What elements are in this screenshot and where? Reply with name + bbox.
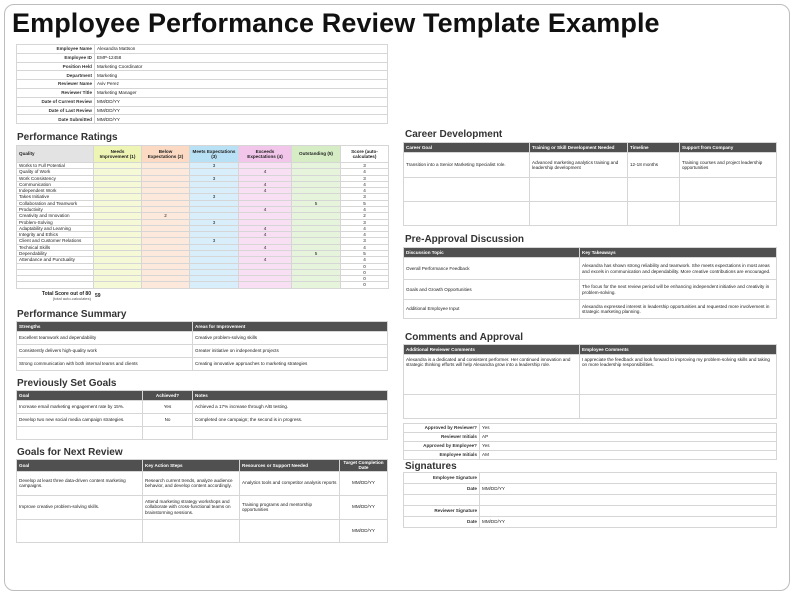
rating-exceeds-expectations[interactable]: 4 — [239, 257, 292, 263]
total-score-value: 59 — [95, 292, 101, 299]
improvement-cell[interactable]: Creative problem-solving skills — [193, 332, 388, 345]
info-value[interactable]: Marketing Manager — [95, 88, 388, 97]
rating-meets-expectations[interactable]: 3 — [190, 238, 239, 244]
approval-table — [403, 423, 777, 460]
reviewer-comments[interactable]: Alexandra is a dedicated and consistent performer. Her continued innovation and strategic thinking efforts will help Alexandra grow into a leadership role. — [404, 355, 580, 395]
prev-goal-cell[interactable]: Develop two new social media campaign strategies. — [17, 414, 143, 427]
ratings-col-score: Score (auto-calculates) — [341, 146, 389, 163]
signature-value[interactable]: MM/DD/YY — [480, 517, 777, 528]
signatures-table — [403, 472, 777, 528]
next-goals-table — [16, 459, 388, 543]
rating-quality[interactable]: Quality of Work — [17, 169, 94, 175]
improvement-cell[interactable]: Greater initiative on independent projects — [193, 345, 388, 358]
rating-quality[interactable]: Client and Customer Relations — [17, 238, 94, 244]
prev-goals-col-achieved: Achieved? — [143, 391, 193, 401]
rating-score: 3 — [341, 163, 389, 169]
preapproval-row — [404, 300, 777, 319]
rating-score: 3 — [341, 175, 389, 181]
next-goal-actions[interactable] — [143, 519, 240, 542]
career-timeline-cell[interactable] — [628, 178, 680, 202]
career-support-cell[interactable]: Training courses and project leadership opportunities — [680, 153, 777, 178]
rating-quality[interactable]: Integrity and Ethics — [17, 232, 94, 238]
info-label: Reviewer Name — [17, 80, 95, 89]
summary-col-areas: Areas for Improvement — [193, 322, 388, 332]
prev-goals-table — [16, 390, 388, 440]
rating-quality[interactable]: Work Consistency — [17, 175, 94, 181]
ratings-col-quality: Quality — [17, 146, 94, 163]
ratings-heading: Performance Ratings — [17, 132, 118, 143]
next-goal-row — [17, 495, 388, 519]
preapproval-table — [403, 247, 777, 319]
rating-below-expectations[interactable] — [142, 282, 190, 288]
rating-score: 4 — [341, 181, 389, 187]
info-label: Reviewer Title — [17, 88, 95, 97]
strength-cell[interactable]: Consistently delivers high-quality work — [17, 345, 193, 358]
rating-outstanding[interactable]: 5 — [292, 200, 341, 206]
comments-col-employee: Employee Comments — [580, 345, 777, 355]
comments-empty-cell[interactable] — [404, 395, 580, 419]
employee-info — [16, 44, 388, 124]
signature-label: Employee Signature — [404, 473, 480, 484]
info-value[interactable]: MM/DD/YY — [95, 97, 388, 106]
improvement-cell[interactable]: Creating innovative approaches to marketing strategies — [193, 358, 388, 371]
rating-quality[interactable]: Creativity and Innovation — [17, 213, 94, 219]
rating-score: 4 — [341, 225, 389, 231]
career-goal-cell[interactable] — [404, 178, 530, 202]
info-value[interactable]: Alexandra Mattson — [95, 45, 388, 54]
rating-needs-improvement[interactable] — [94, 282, 142, 288]
rating-outstanding[interactable] — [292, 282, 341, 288]
info-label: Position Held — [17, 62, 95, 71]
rating-score: 4 — [341, 169, 389, 175]
discussion-topic-cell: Overall Performance Feedback — [404, 258, 580, 280]
signature-label: Date — [404, 517, 480, 528]
career-col-training: Training or Skill Development Needed — [530, 143, 628, 153]
prev-goal-cell[interactable]: Increase email marketing engagement rate by 15%. — [17, 401, 143, 414]
approval-row — [404, 451, 777, 460]
rating-exceeds-expectations[interactable] — [239, 282, 292, 288]
discussion-topic-cell: Goals and Growth Opportunities — [404, 280, 580, 300]
signature-label: Date — [404, 484, 480, 495]
signature-row — [404, 495, 777, 506]
rating-quality[interactable]: Dependability — [17, 250, 94, 256]
rating-quality[interactable] — [17, 282, 94, 288]
preapproval-row — [404, 280, 777, 300]
info-label: Date of Current Review — [17, 97, 95, 106]
signature-label — [404, 495, 480, 506]
career-table — [403, 142, 777, 226]
next-goal-row — [17, 471, 388, 495]
discussion-topic-cell: Additional Employee Input — [404, 300, 580, 319]
prev-goal-row — [17, 427, 388, 440]
preapproval-row — [404, 258, 777, 280]
info-row — [17, 97, 388, 106]
rating-exceeds-expectations[interactable]: 4 — [239, 181, 292, 187]
info-label: Date Submitted — [17, 115, 95, 124]
info-row — [17, 106, 388, 115]
next-goal-resources[interactable] — [240, 519, 340, 542]
next-goal-actions[interactable]: Research current trends, analyze audience behavior, and develop content accordingly. — [143, 471, 240, 495]
ratings-col-needs-improvement: Needs Improvement (1) — [94, 146, 142, 163]
approval-value[interactable]: Yes — [480, 424, 777, 433]
signature-row — [404, 517, 777, 528]
next-goals-col-goal: Goal — [17, 460, 143, 472]
approval-row — [404, 442, 777, 451]
rating-below-expectations[interactable]: 2 — [142, 213, 190, 219]
career-timeline-cell[interactable] — [628, 202, 680, 226]
rating-score: 4 — [341, 232, 389, 238]
signature-label: Reviewer Signature — [404, 506, 480, 517]
rating-quality[interactable]: Collaboration and Teamwork — [17, 200, 94, 206]
rating-score: 2 — [341, 213, 389, 219]
career-timeline-cell[interactable]: 12-18 months — [628, 153, 680, 178]
next-goal-target-date[interactable]: MM/DD/YY — [340, 471, 388, 495]
info-value[interactable]: Aviv Perez — [95, 80, 388, 89]
rating-exceeds-expectations[interactable]: 4 — [239, 225, 292, 231]
info-row — [17, 62, 388, 71]
comments-col-reviewer: Additional Reviewer Comments — [404, 345, 580, 355]
career-goal-cell[interactable]: Transition into a Senior Marketing Specialist role. — [404, 153, 530, 178]
next-goal-target-date[interactable]: MM/DD/YY — [340, 495, 388, 519]
rating-meets-expectations[interactable]: 3 — [190, 163, 239, 169]
prev-goal-notes[interactable]: Achieved a 17% increase through A/B testing. — [193, 401, 388, 414]
rating-quality[interactable]: Adaptability and Learning — [17, 225, 94, 231]
rating-meets-expectations[interactable]: 3 — [190, 175, 239, 181]
prev-goal-achieved[interactable]: No — [143, 414, 193, 427]
rating-meets-expectations[interactable]: 3 — [190, 194, 239, 200]
info-label: Employee ID — [17, 53, 95, 62]
career-training-cell[interactable]: Advanced marketing analytics training and leadership development — [530, 153, 628, 178]
prev-goal-row — [17, 401, 388, 414]
next-goal-resources[interactable]: Analytics tools and competitor analysis reports — [240, 471, 340, 495]
ratings-col-exceeds-expectations: Exceeds Expectations (4) — [239, 146, 292, 163]
info-row — [17, 115, 388, 124]
info-value[interactable]: MM/DD/YY — [95, 106, 388, 115]
next-goals-col-actions: Key Action Steps — [143, 460, 240, 472]
comments-table — [403, 344, 777, 419]
rating-exceeds-expectations[interactable]: 4 — [239, 188, 292, 194]
rating-quality[interactable]: Technical Skills — [17, 244, 94, 250]
career-heading: Career Development — [405, 129, 503, 140]
prev-goal-notes[interactable] — [193, 427, 388, 440]
preapproval-heading: Pre-Approval Discussion — [405, 234, 524, 245]
career-support-cell[interactable] — [680, 178, 777, 202]
page-title: Employee Performance Review Template Example — [12, 8, 660, 38]
info-row — [17, 71, 388, 80]
info-value[interactable]: MM/DD/YY — [95, 115, 388, 124]
career-training-cell[interactable] — [530, 178, 628, 202]
info-value[interactable]: EMP-12458 — [95, 53, 388, 62]
signatures-heading: Signatures — [405, 461, 457, 472]
next-goal-cell[interactable] — [17, 519, 143, 542]
career-col-timeline: Timeline — [628, 143, 680, 153]
rating-score: 0 — [341, 263, 389, 269]
rating-quality[interactable]: Productivity — [17, 206, 94, 212]
summary-col-strengths: Strengths — [17, 322, 193, 332]
rating-score: 3 — [341, 194, 389, 200]
prev-goal-notes[interactable]: Completed one campaign; the second is in progress. — [193, 414, 388, 427]
approval-value[interactable]: AM — [480, 451, 777, 460]
ratings-col-below-expectations: Below Expectations (2) — [142, 146, 190, 163]
career-training-cell[interactable] — [530, 202, 628, 226]
preapproval-col-topic: Discussion Topic — [404, 248, 580, 258]
next-goal-actions[interactable]: Attend marketing strategy workshops and collaborate with cross-functional teams on brainstorming sessions. — [143, 495, 240, 519]
rating-score: 4 — [341, 188, 389, 194]
rating-quality[interactable]: Works to Full Potential — [17, 163, 94, 169]
info-label: Date of Last Review — [17, 106, 95, 115]
prev-goal-achieved[interactable]: Yes — [143, 401, 193, 414]
next-goal-target-date[interactable]: MM/DD/YY — [340, 519, 388, 542]
rating-score: 0 — [341, 282, 389, 288]
rating-score: 3 — [341, 219, 389, 225]
rating-exceeds-expectations[interactable]: 4 — [239, 244, 292, 250]
employee-comments[interactable]: I appreciate the feedback and look forward to improving my problem-solving skills and taking on more leadership responsibilities. — [580, 355, 777, 395]
career-row — [404, 153, 777, 178]
rating-score: 3 — [341, 238, 389, 244]
info-row — [17, 45, 388, 54]
key-takeaway-cell[interactable]: Alexandra has shown strong reliability and teamwork. She meets expectations in most areas and excels in communication and dependability. More creative contributions are encouraged. — [580, 258, 777, 280]
rating-score: 0 — [341, 269, 389, 275]
rating-quality[interactable]: Problem-Solving — [17, 219, 94, 225]
signature-value[interactable] — [480, 473, 777, 484]
ratings-table — [16, 145, 388, 304]
career-col-support: Support from Company — [680, 143, 777, 153]
rating-quality[interactable]: Communication — [17, 181, 94, 187]
signature-row — [404, 506, 777, 517]
summary-row — [17, 332, 388, 345]
info-row — [17, 53, 388, 62]
comments-heading: Comments and Approval — [405, 332, 523, 343]
prev-goal-achieved[interactable] — [143, 427, 193, 440]
next-goal-cell[interactable]: Develop at least three data-driven content marketing campaigns. — [17, 471, 143, 495]
comments-empty-cell[interactable] — [580, 395, 777, 419]
key-takeaway-cell[interactable]: Alexandra expressed interest in leadership opportunities and requested more involvement in strategic marketing planning. — [580, 300, 777, 319]
ratings-row — [17, 282, 389, 288]
career-support-cell[interactable] — [680, 202, 777, 226]
info-row — [17, 80, 388, 89]
approval-row — [404, 424, 777, 433]
rating-score: 4 — [341, 206, 389, 212]
next-goals-col-resources: Resources or Support Needed — [240, 460, 340, 472]
info-row — [17, 88, 388, 97]
key-takeaway-cell[interactable]: The focus for the next review period will be enhancing independent initiative and creativity in problem-solving. — [580, 280, 777, 300]
total-score-label: Total Score out of 80 — [41, 290, 91, 297]
rating-outstanding[interactable]: 5 — [292, 250, 341, 256]
info-label: Department — [17, 71, 95, 80]
rating-exceeds-expectations[interactable]: 4 — [239, 169, 292, 175]
info-label: Employee Name — [17, 45, 95, 54]
rating-score: 5 — [341, 250, 389, 256]
approval-row — [404, 433, 777, 442]
rating-score: 4 — [341, 244, 389, 250]
ratings-col-outstanding: Outstanding (5) — [292, 146, 341, 163]
info-value[interactable]: Marketing — [95, 71, 388, 80]
rating-meets-expectations[interactable]: 3 — [190, 219, 239, 225]
signature-value[interactable] — [480, 506, 777, 517]
career-row — [404, 178, 777, 202]
rating-quality[interactable]: Independent Work — [17, 188, 94, 194]
rating-exceeds-expectations[interactable]: 4 — [239, 206, 292, 212]
signature-row — [404, 473, 777, 484]
signature-value[interactable]: MM/DD/YY — [480, 484, 777, 495]
prev-goal-cell[interactable] — [17, 427, 143, 440]
rating-score: 4 — [341, 257, 389, 263]
summary-row — [17, 345, 388, 358]
rating-score: 0 — [341, 276, 389, 282]
career-col-goal: Career Goal — [404, 143, 530, 153]
approval-label: Reviewer Initials — [404, 433, 480, 442]
summary-row — [17, 358, 388, 371]
approval-label: Approved by Employee? — [404, 442, 480, 451]
approval-value[interactable]: AP — [480, 433, 777, 442]
rating-score: 5 — [341, 200, 389, 206]
strength-cell[interactable]: Strong communication with both internal teams and clients — [17, 358, 193, 371]
rating-meets-expectations[interactable] — [190, 282, 239, 288]
signature-value[interactable] — [480, 495, 777, 506]
info-value[interactable]: Marketing Coordinator — [95, 62, 388, 71]
next-goals-col-target-date: Target Completion Date — [340, 460, 388, 472]
approval-label: Approved by Reviewer? — [404, 424, 480, 433]
prev-goal-row — [17, 414, 388, 427]
career-goal-cell[interactable] — [404, 202, 530, 226]
rating-quality[interactable]: Attendance and Punctuality — [17, 257, 94, 263]
total-score-sublabel: (total auto-calculates) — [52, 296, 91, 302]
signature-row — [404, 484, 777, 495]
ratings-col-meets-expectations: Meets Expectations (3) — [190, 146, 239, 163]
approval-label: Employee Initials — [404, 451, 480, 460]
next-goal-row — [17, 519, 388, 542]
next-goal-cell[interactable]: Improve creative problem-solving skills. — [17, 495, 143, 519]
summary-table — [16, 321, 388, 371]
rating-exceeds-expectations[interactable]: 4 — [239, 232, 292, 238]
summary-heading: Performance Summary — [17, 309, 127, 320]
rating-quality[interactable]: Takes Initiative — [17, 194, 94, 200]
next-goals-heading: Goals for Next Review — [17, 447, 123, 458]
prev-goals-col-notes: Notes — [193, 391, 388, 401]
preapproval-col-takeaways: Key Takeaways — [580, 248, 777, 258]
approval-value[interactable]: Yes — [480, 442, 777, 451]
next-goal-resources[interactable]: Training programs and mentorship opportunities — [240, 495, 340, 519]
prev-goals-col-goal: Goal — [17, 391, 143, 401]
career-row — [404, 202, 777, 226]
prev-goals-heading: Previously Set Goals — [17, 378, 117, 389]
strength-cell[interactable]: Excellent teamwork and dependability — [17, 332, 193, 345]
